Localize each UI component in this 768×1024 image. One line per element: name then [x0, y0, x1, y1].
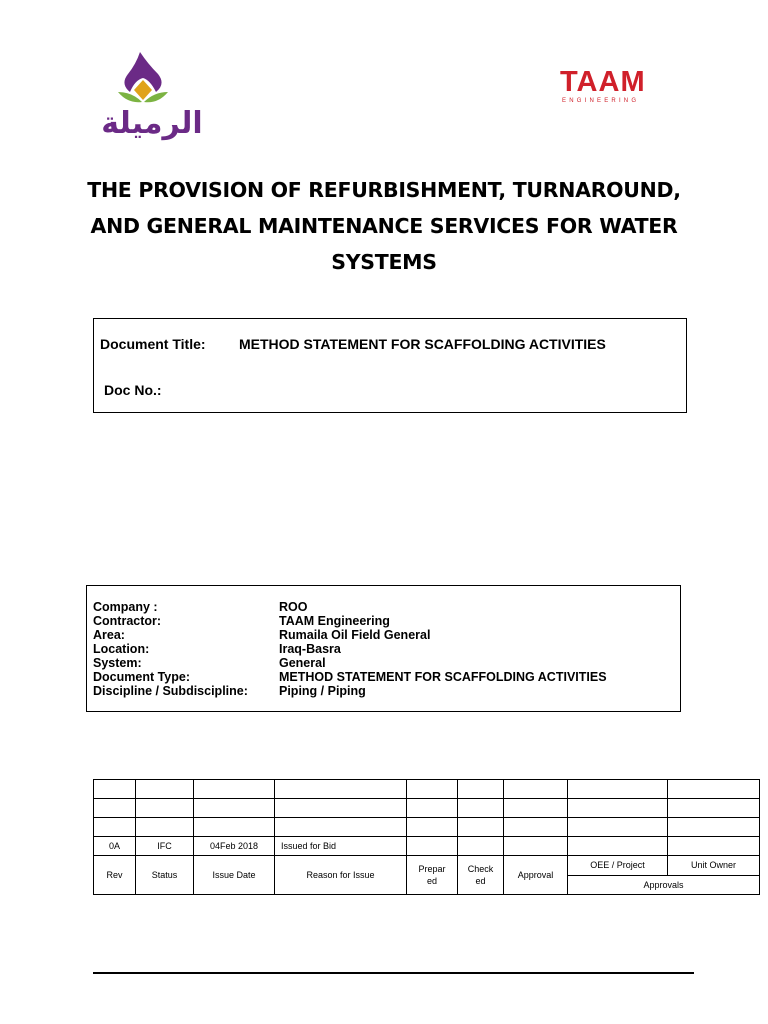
taam-logo-brand: TAAM: [560, 66, 646, 98]
header-checked-line-2: ed: [475, 876, 486, 886]
header-rev: Rev: [94, 856, 136, 895]
main-title-line-2: AND GENERAL MAINTENANCE SERVICES FOR WATER: [90, 214, 678, 238]
header-status: Status: [136, 856, 194, 895]
revision-row-blank: [94, 799, 760, 818]
header-checked-line-1: Check: [467, 864, 494, 874]
info-label-company: Company :: [93, 600, 158, 614]
info-value-location: Iraq-Basra: [279, 642, 341, 656]
header-prepared-line-2: ed: [426, 876, 437, 886]
revision-reason-cell: Issued for Bid: [275, 837, 407, 856]
main-title-line-3: SYSTEMS: [331, 250, 437, 274]
header-oee-project: OEE / Project: [568, 856, 668, 876]
info-value-company: ROO: [279, 600, 308, 614]
taam-logo-subtitle: ENGINEERING: [562, 98, 640, 104]
info-label-system: System:: [93, 656, 142, 670]
document-title-value: METHOD STATEMENT FOR SCAFFOLDING ACTIVITIES: [239, 336, 606, 352]
header-unit-owner: Unit Owner: [668, 856, 760, 876]
revision-status-cell: IFC: [136, 837, 194, 856]
main-title: [60, 172, 708, 280]
info-label-location: Location:: [93, 642, 150, 656]
document-number-label: Doc No.:: [104, 382, 162, 398]
revision-row-blank: [94, 818, 760, 837]
rumaila-logo-text: الرميلة: [101, 106, 203, 141]
revision-row-blank: [94, 780, 760, 799]
taam-logo: [560, 68, 670, 108]
document-title-box: [93, 318, 687, 413]
revision-table: [93, 779, 760, 895]
info-value-discipline: Piping / Piping: [279, 684, 366, 698]
document-title-label: Document Title:: [100, 336, 206, 352]
header-issue-date: Issue Date: [194, 856, 275, 895]
revision-date-cell: 04Feb 2018: [194, 837, 275, 856]
header-checked: [458, 856, 504, 895]
header-approvals: Approvals: [568, 875, 760, 895]
info-value-system: General: [279, 656, 326, 670]
info-value-contractor: TAAM Engineering: [279, 614, 390, 628]
header-approval: Approval: [504, 856, 568, 895]
rumaila-logo: [88, 48, 216, 152]
info-label-contractor: Contractor:: [93, 614, 162, 628]
header-prepared-line-1: Prepar: [418, 864, 446, 874]
project-info-box: [86, 585, 681, 712]
info-label-area: Area:: [93, 628, 125, 642]
revision-row: [94, 837, 760, 856]
info-value-area: Rumaila Oil Field General: [279, 628, 431, 642]
main-title-line-1: THE PROVISION OF REFURBISHMENT, TURNAROUND,: [87, 178, 681, 202]
info-label-discipline: Discipline / Subdiscipline:: [93, 684, 248, 698]
info-label-document-type: Document Type:: [93, 670, 190, 684]
revision-header-row: [94, 856, 760, 876]
header-reason: Reason for Issue: [275, 856, 407, 895]
footer-divider: [93, 972, 694, 974]
header-prepared: [407, 856, 458, 895]
info-value-document-type: METHOD STATEMENT FOR SCAFFOLDING ACTIVITIES: [279, 670, 607, 684]
revision-rev-cell: 0A: [94, 837, 136, 856]
